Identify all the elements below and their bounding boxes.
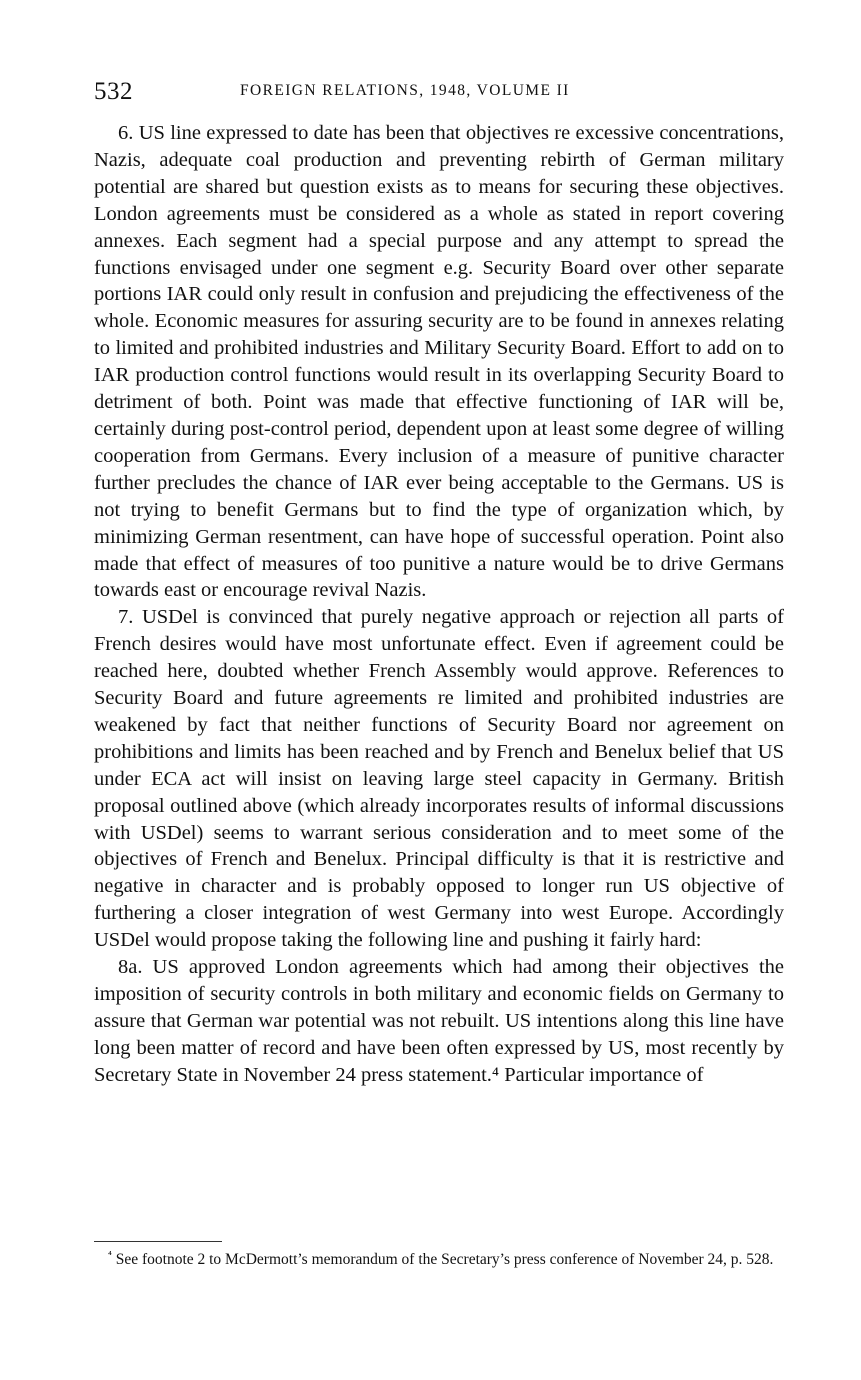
paragraph-8a: 8a. US approved London agreements which had among their objectives the imposition of security controls in both military and economic fields on Germany to assure that German war potential was not rebuilt. US intentions along this line have long been matter of record and have been often expressed by US, most recently by Secretary State in November 24 press statement.⁴ Particular importance of (94, 956, 784, 1086)
footnote-text: See footnote 2 to McDermott’s memorandum of the Secretary’s press conference of November 24, p. 528. (115, 1251, 774, 1268)
footnote-4 (94, 1250, 784, 1270)
footnote-marker: ⁴ (108, 1248, 112, 1261)
running-head: FOREIGN RELATIONS, 1948, VOLUME II (240, 82, 570, 99)
footnotes (94, 1241, 784, 1270)
paragraph-7: 7. USDel is convinced that purely negative approach or rejection all parts of French desires would have most unfortunate effect. Even if agreement could be reached here, doubted whether French Assembly would approve. References to Security Board and future agreements re limited and prohibited industries are weakened by fact that neither functions of Security Board nor agreement on prohibitions and limits has been reached and by French and Benelux belief that US under ECA act will insist on leaving large steel capacity in Germany. British proposal outlined above (which already incorporates results of informal discussions with USDel) seems to warrant serious consideration and to meet some of the objectives of French and Benelux. Principal difficulty is that it is restrictive and negative in character and is probably opposed to longer run US objective of furthering a closer integration of west Germany into west Europe. Accordingly USDel would propose taking the following line and pushing it fairly hard: (94, 606, 784, 952)
page-number: 532 (94, 78, 133, 105)
footnote-rule (94, 1241, 222, 1242)
page-header (94, 78, 784, 108)
paragraph-6: 6. US line expressed to date has been that objectives re excessive concentrations, Nazis, adequate coal production and preventing rebirth of German military potential are shared but question exists as to means for securing these objectives. London agreements must be considered as a whole as stated in report covering annexes. Each segment had a special purpose and any attempt to spread the functions envisaged under one segment e.g. Security Board over other separate portions IAR could only result in confusion and prejudicing the effectiveness of the whole. Economic measures for assuring security are to be found in annexes relating to limited and prohibited industries and Military Security Board. Effort to add on to IAR production control functions would result in its overlapping Security Board to detriment of both. Point was made that effective functioning of IAR will be, certainly during post-control period, dependent upon at least some degree of willing cooperation from Germans. Every inclusion of a measure of punitive character further precludes the chance of IAR ever being acceptable to the Germans. US is not trying to benefit Germans but to find the type of organization which, by minimizing German resentment, can have hope of successful operation. Point also made that effect of measures of too punitive a nature would be to drive Germans towards east or encourage revival Nazis. (94, 122, 784, 602)
body-text (94, 120, 784, 1089)
